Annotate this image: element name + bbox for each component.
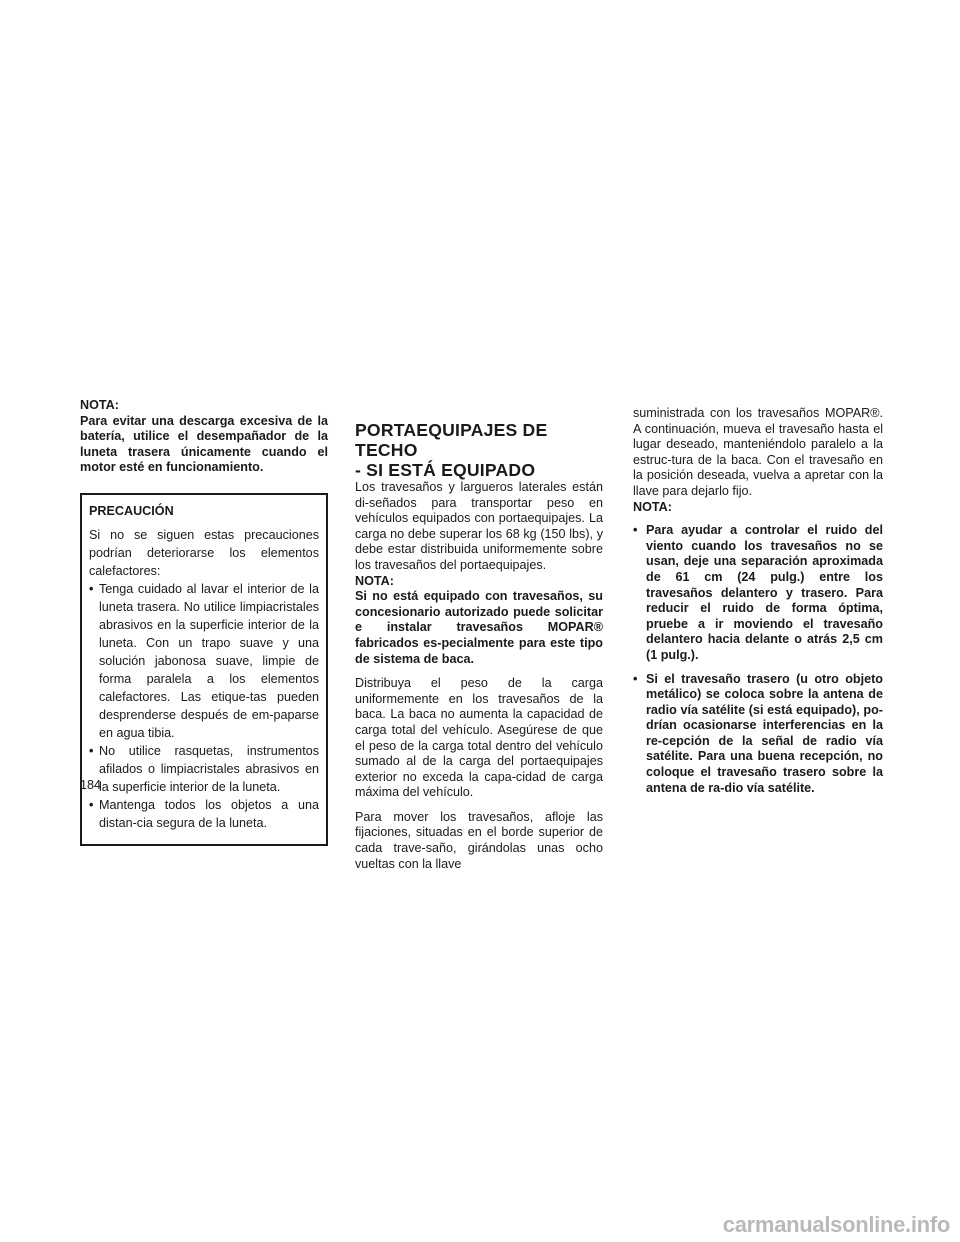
paragraph: suministrada con los travesaños MOPAR®. A continuación, mueva el travesaño hasta el lugar deseado, manteniéndolo paralelo a la estruc-tura de la baca. Con el travesaño en la posición deseada, vuelva a apretar con la llave para dejarlo fijo. xyxy=(633,406,883,498)
bullet-icon: • xyxy=(633,671,638,686)
page-number: 184 xyxy=(80,778,102,792)
note-text: Si no está equipado con travesaños, su concesionario autorizado puede solicitar e instalar travesaños MOPAR® fabricados es-pecialmente para este tipo de sistema de baca. xyxy=(355,589,603,666)
heading-line-2: - SI ESTÁ EQUIPADO xyxy=(355,460,536,480)
list-item: • Mantenga todos los objetos a una distan-cia segura de la luneta. xyxy=(89,797,319,830)
caution-list xyxy=(89,580,319,832)
caution-intro: Si no se siguen estas precauciones podrían deteriorarse los elementos calefactores: xyxy=(89,527,319,578)
section-heading xyxy=(355,420,603,480)
note-label: NOTA: xyxy=(633,499,672,514)
caution-box xyxy=(80,493,328,846)
bullet-icon: • xyxy=(89,797,94,812)
column-left xyxy=(80,398,328,846)
list-item: • Si el travesaño trasero (u otro objeto metálico) se coloca sobre la antena de radio vía satélite (si está equipado), po-drían ocasionarse interferencias en la re-cepción de la señal de radio vía satélite. Para una buena recepción, no coloque el travesaño trasero sobre la antena de ra-dio vía satélite. xyxy=(633,671,883,795)
list-item: • Para ayudar a controlar el ruido del viento cuando los travesaños no se usan, deje una separación aproximada de 61 cm (24 pulg.) entre los travesaños delantero y trasero. Para reducir el ruido de forma óptima, pruebe a ir moviendo el travesaño delantero hacia delante o atrás 2,5 cm (1 pulg.). xyxy=(633,523,883,662)
note-text: Para evitar una descarga excesiva de la batería, utilice el desempañador de la luneta trasera únicamente cuando el motor esté en funcionamiento. xyxy=(80,413,328,475)
note-label: NOTA: xyxy=(80,398,119,412)
note-list xyxy=(633,523,883,796)
bullet-icon: • xyxy=(89,581,94,596)
watermark: carmanualsonline.info xyxy=(722,1212,950,1237)
heading-line-1: PORTAEQUIPAJES DE TECHO xyxy=(355,420,548,460)
caution-title: PRECAUCIÓN xyxy=(89,503,174,518)
paragraph: Los travesaños y largueros laterales están di-señados para transportar peso en vehículos equipados con portaequipajes. La carga no debe superar los 68 kg (150 lbs), y debe estar distribuida uniformemente sobre los travesaños del portaequipajes. xyxy=(355,480,603,572)
list-item: • No utilice rasquetas, instrumentos afilados o limpiacristales abrasivos en la superficie interior de la luneta. xyxy=(89,743,319,794)
paragraph: Para mover los travesaños, afloje las fijaciones, situadas en el borde superior de cada trave-saño, girándolas unas ocho vueltas con la llave xyxy=(355,809,603,871)
column-middle xyxy=(355,420,603,872)
note-label: NOTA: xyxy=(355,573,394,588)
bullet-icon: • xyxy=(633,523,638,538)
paragraph: Distribuya el peso de la carga uniformemente en los travesaños de la baca. La baca no aumenta la capacidad de carga total del vehículo. Asegúrese de que el peso de la carga total dentro del vehículo sumado al de la carga del portaequipajes exterior no exceda la capa-cidad de carga máxima del vehículo. xyxy=(355,676,603,800)
list-item: • Tenga cuidado al lavar el interior de la luneta trasera. No utilice limpiacristales abrasivos en la superficie interior de la luneta. Con un trapo suave y una solución jabonosa suave, limpie de forma paralela a los elementos calefactores. Las etique-tas pueden desprenderse después de em-paparse en agua tibia. xyxy=(89,581,319,740)
column-right xyxy=(633,406,883,796)
bullet-icon: • xyxy=(89,743,94,758)
